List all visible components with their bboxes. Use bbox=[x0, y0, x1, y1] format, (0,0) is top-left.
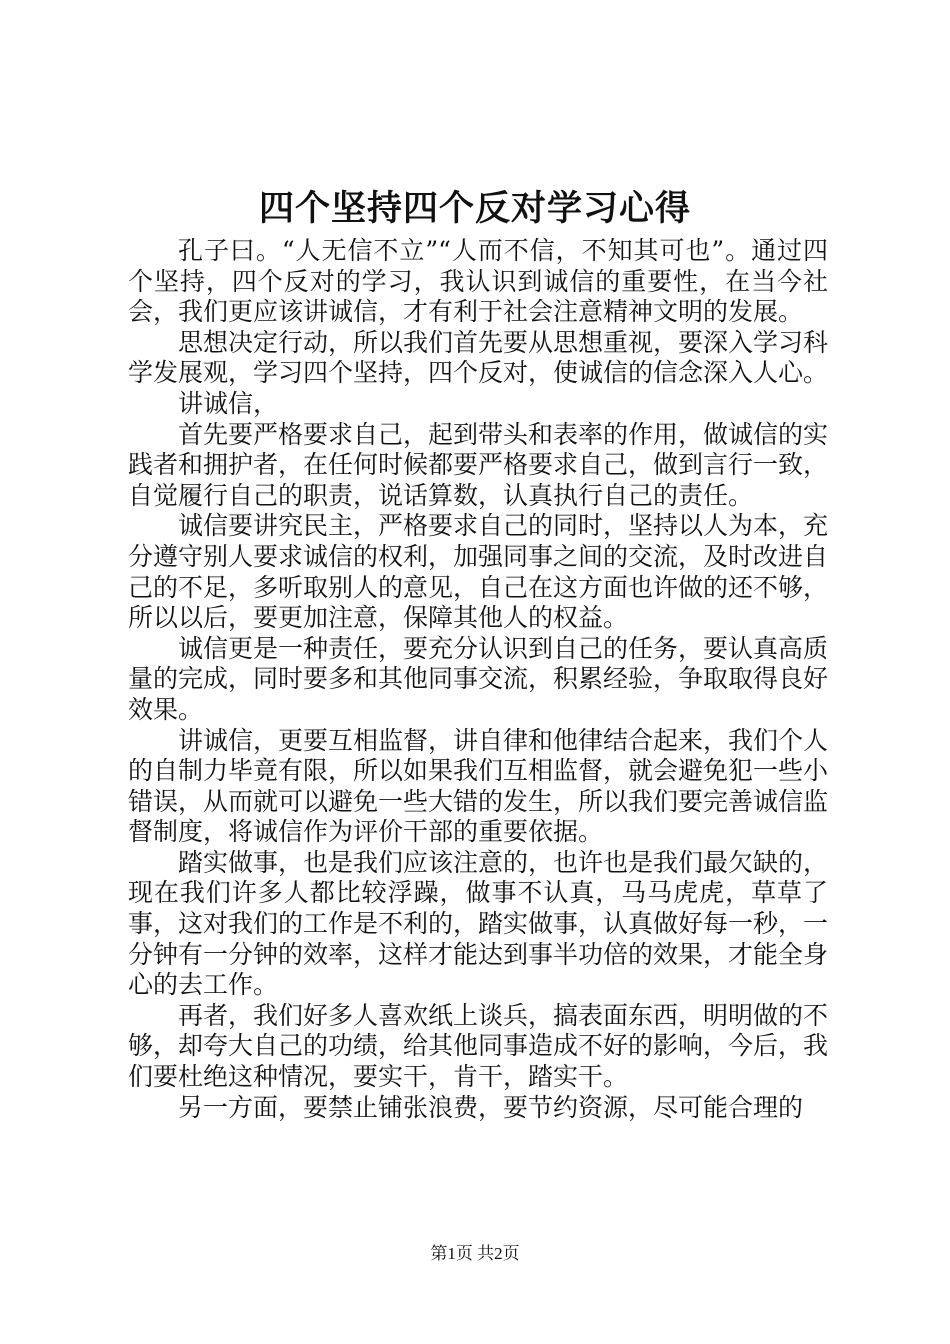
paragraph: 讲诚信， bbox=[178, 388, 279, 418]
paragraph: 讲诚信，更要互相监督，讲自律和他律结合起来，我们个人的自制力毕竟有限，所以如果我们互相监督，就会避免犯一些小错误，从而就可以避免一些大错的发生，所以我们要完善诚信监督制度，将诚信作为评价干部的重要依据。 bbox=[128, 725, 829, 847]
page-footer: 第1页 共2页 bbox=[430, 1244, 520, 1263]
paragraph: 诚信要讲究民主，严格要求自己的同时，坚持以人为本，充分遵守别人要求诚信的权利，加强同事之间的交流，及时改进自己的不足，多听取别人的意见，自己在这方面也许做的还不够，所以以后，要更加注意，保障其他人的权益。 bbox=[128, 511, 829, 633]
paragraph: 思想决定行动，所以我们首先要从思想重视，要深入学习科学发展观，学习四个坚持，四个反对，使诚信的信念深入人心。 bbox=[128, 327, 829, 388]
paragraph: 另一方面，要禁止铺张浪费，要节约资源，尽可能合理的 bbox=[178, 1092, 804, 1122]
paragraph: 孔子曰。“人无信不立”“人而不信，不知其可也”。通过四个坚持，四个反对的学习，我认识到诚信的重要性，在当今社会，我们更应该讲诚信，才有利于社会注意精神文明的发展。 bbox=[128, 236, 828, 327]
paragraph: 诚信更是一种责任，要充分认识到自己的任务，要认真高质量的完成，同时要多和其他同事交流，积累经验，争取取得良好效果。 bbox=[128, 633, 829, 724]
paragraph: 再者，我们好多人喜欢纸上谈兵，搞表面东西，明明做的不够，却夸大自己的功绩，给其他同事造成不好的影响，今后，我们要杜绝这种情况，要实干，肯干，踏实干。 bbox=[128, 1000, 829, 1092]
document-title: 四个坚持四个反对学习心得 bbox=[258, 188, 691, 229]
paragraph: 首先要严格要求自己，起到带头和表率的作用，做诚信的实践者和拥护者，在任何时候都要严格要求自己，做到言行一致，自觉履行自己的职责，说话算数，认真执行自己的责任。 bbox=[128, 419, 829, 510]
paragraph: 踏实做事，也是我们应该注意的，也许也是我们最欠缺的，现在我们许多人都比较浮躁，做事不认真，马马虎虎，草草了事，这对我们的工作是不利的，踏实做事，认真做好每一秒，一分钟有一分钟的效率，这样才能达到事半功倍的效果，才能全身心的去工作。 bbox=[128, 847, 829, 1000]
document-body bbox=[128, 236, 828, 1123]
